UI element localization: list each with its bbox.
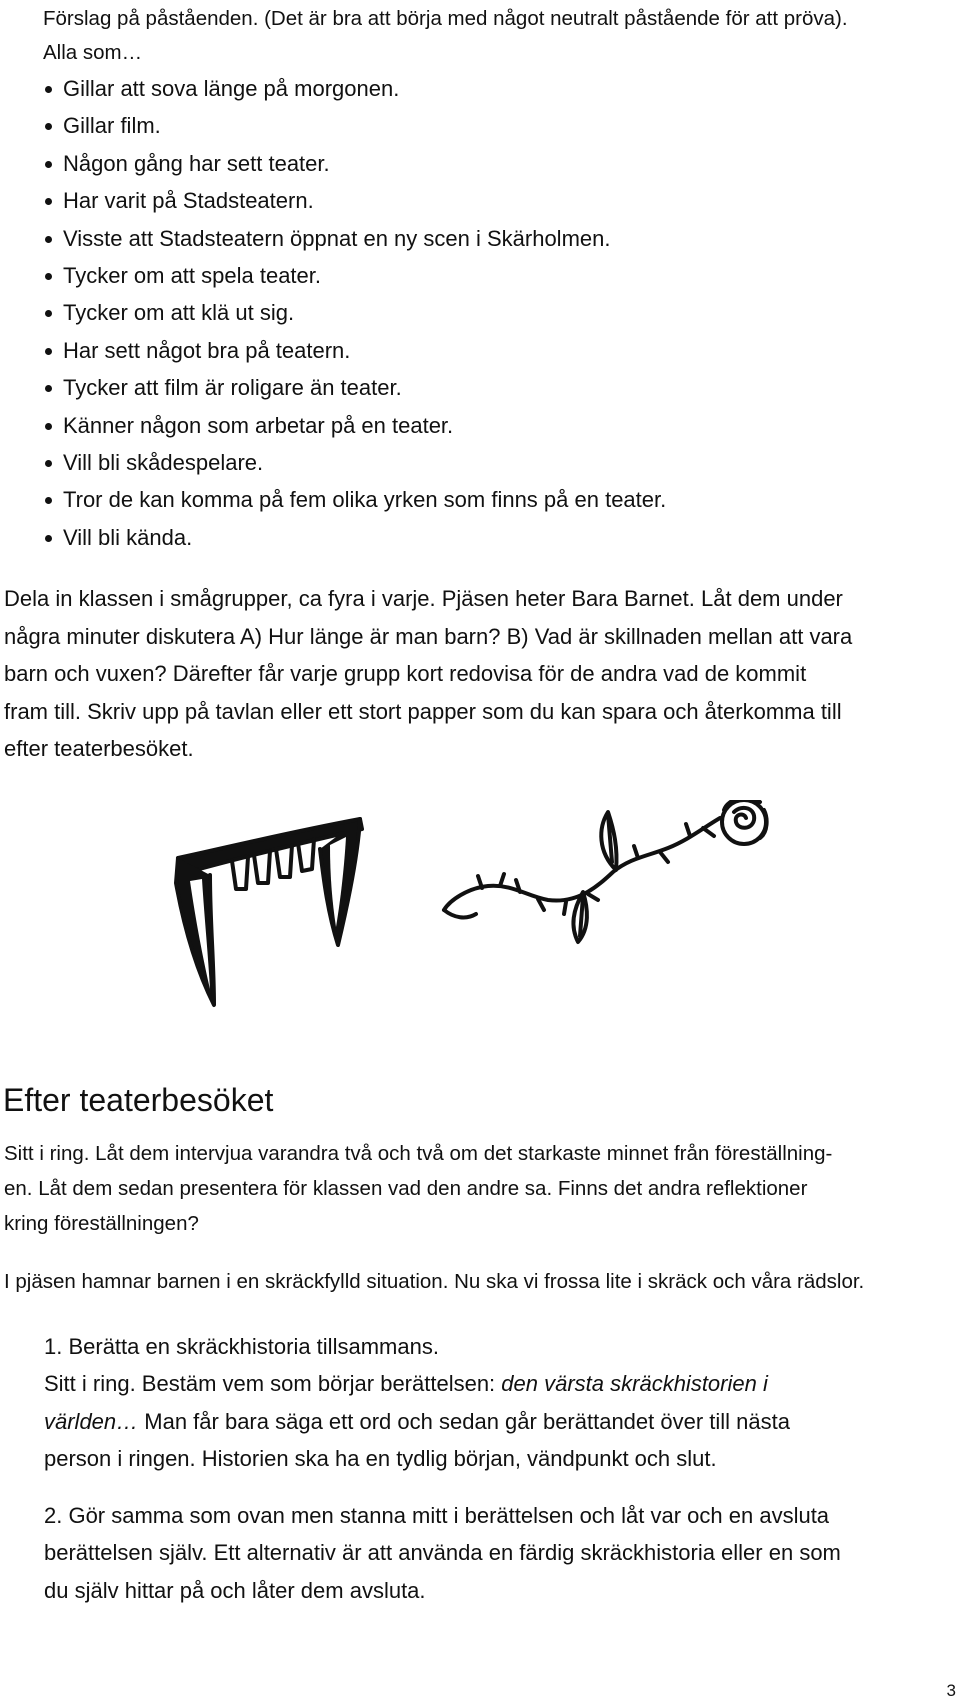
paragraph-line: Dela in klassen i smågrupper, ca fyra i varje. Pjäsen heter Bara Barnet. Låt dem under [4,586,843,611]
list-item: Tycker om att klä ut sig. [43,294,666,331]
list-item: Gillar film. [43,107,666,144]
list-item: Någon gång har sett teater. [43,145,666,182]
list-item: Känner någon som arbetar på en teater. [43,407,666,444]
exercise-1-title: 1. Berätta en skräckhistoria tillsammans. [44,1334,439,1359]
statement-list [43,70,666,556]
paragraph-line: efter teaterbesöket. [4,736,194,761]
horror-intro-paragraph: I pjäsen hamnar barnen i en skräckfylld situation. Nu ska vi frossa lite i skräck och våra rädslor. [4,1270,865,1293]
list-item: Tycker att film är roligare än teater. [43,369,666,406]
paragraph-line: en. Låt dem sedan presentera för klassen vad den andre sa. Finns det andra reflektioner [4,1177,808,1200]
discussion-paragraph [4,580,949,768]
list-item: Tror de kan komma på fem olika yrken som finns på en teater. [43,481,666,518]
exercise-1-line [44,1403,924,1440]
rose-illustration [438,800,818,1000]
list-item: Har varit på Stadsteatern. [43,182,666,219]
exercise-1-italic: världen… [44,1408,139,1434]
exercise-1-text: Man får bara säga ett ord och sedan går berättandet över till nästa [138,1408,790,1434]
exercise-2 [44,1497,924,1609]
page-number: 3 [946,1681,956,1700]
paragraph-line: några minuter diskutera A) Hur länge är man barn? B) Vad är skillnaden mellan att vara [4,623,853,649]
after-visit-paragraph [4,1136,949,1241]
list-item: Vill bli kända. [43,519,666,556]
intro-line-1: Förslag på påståenden. (Det är bra att börja med något neutralt påstående för att pröva). [43,7,848,30]
vampire-fangs-illustration [170,813,370,1013]
exercise-1-line [44,1365,924,1402]
list-item: Visste att Stadsteatern öppnat en ny scen i Skärholmen. [43,220,666,257]
list-item: Tycker om att spela teater. [43,257,666,294]
exercise-1-italic: den värsta skräckhistorien i [501,1371,768,1397]
intro-line-2: Alla som… [43,41,143,64]
exercise-1-line: person i ringen. Historien ska ha en tydlig början, vändpunkt och slut. [44,1446,717,1472]
exercise-2-line: du själv hittar på och låter dem avsluta. [44,1577,426,1603]
exercise-2-line: 2. Gör samma som ovan men stanna mitt i berättelsen och låt var och en avsluta [44,1503,830,1528]
exercise-1-text: Sitt i ring. Bestäm vem som börjar berättelsen: [44,1371,502,1397]
list-item: Gillar att sova länge på morgonen. [43,70,666,107]
exercise-1 [44,1328,924,1478]
list-item: Vill bli skådespelare. [43,444,666,481]
paragraph-line: fram till. Skriv upp på tavlan eller ett stort papper som du kan spara och återkomma till [4,698,842,724]
list-item: Har sett något bra på teatern. [43,332,666,369]
intro [43,2,943,70]
exercise-2-line: berättelsen själv. Ett alternativ är att använda en färdig skräckhistoria eller en som [44,1540,841,1566]
section-heading: Efter teaterbesöket [3,1082,274,1118]
paragraph-line: Sitt i ring. Låt dem intervjua varandra två och två om det starkaste minnet från föreställning- [4,1142,833,1165]
paragraph-line: barn och vuxen? Därefter får varje grupp kort redovisa för de andra vad de kommit [4,661,807,686]
paragraph-line: kring föreställningen? [4,1212,199,1235]
